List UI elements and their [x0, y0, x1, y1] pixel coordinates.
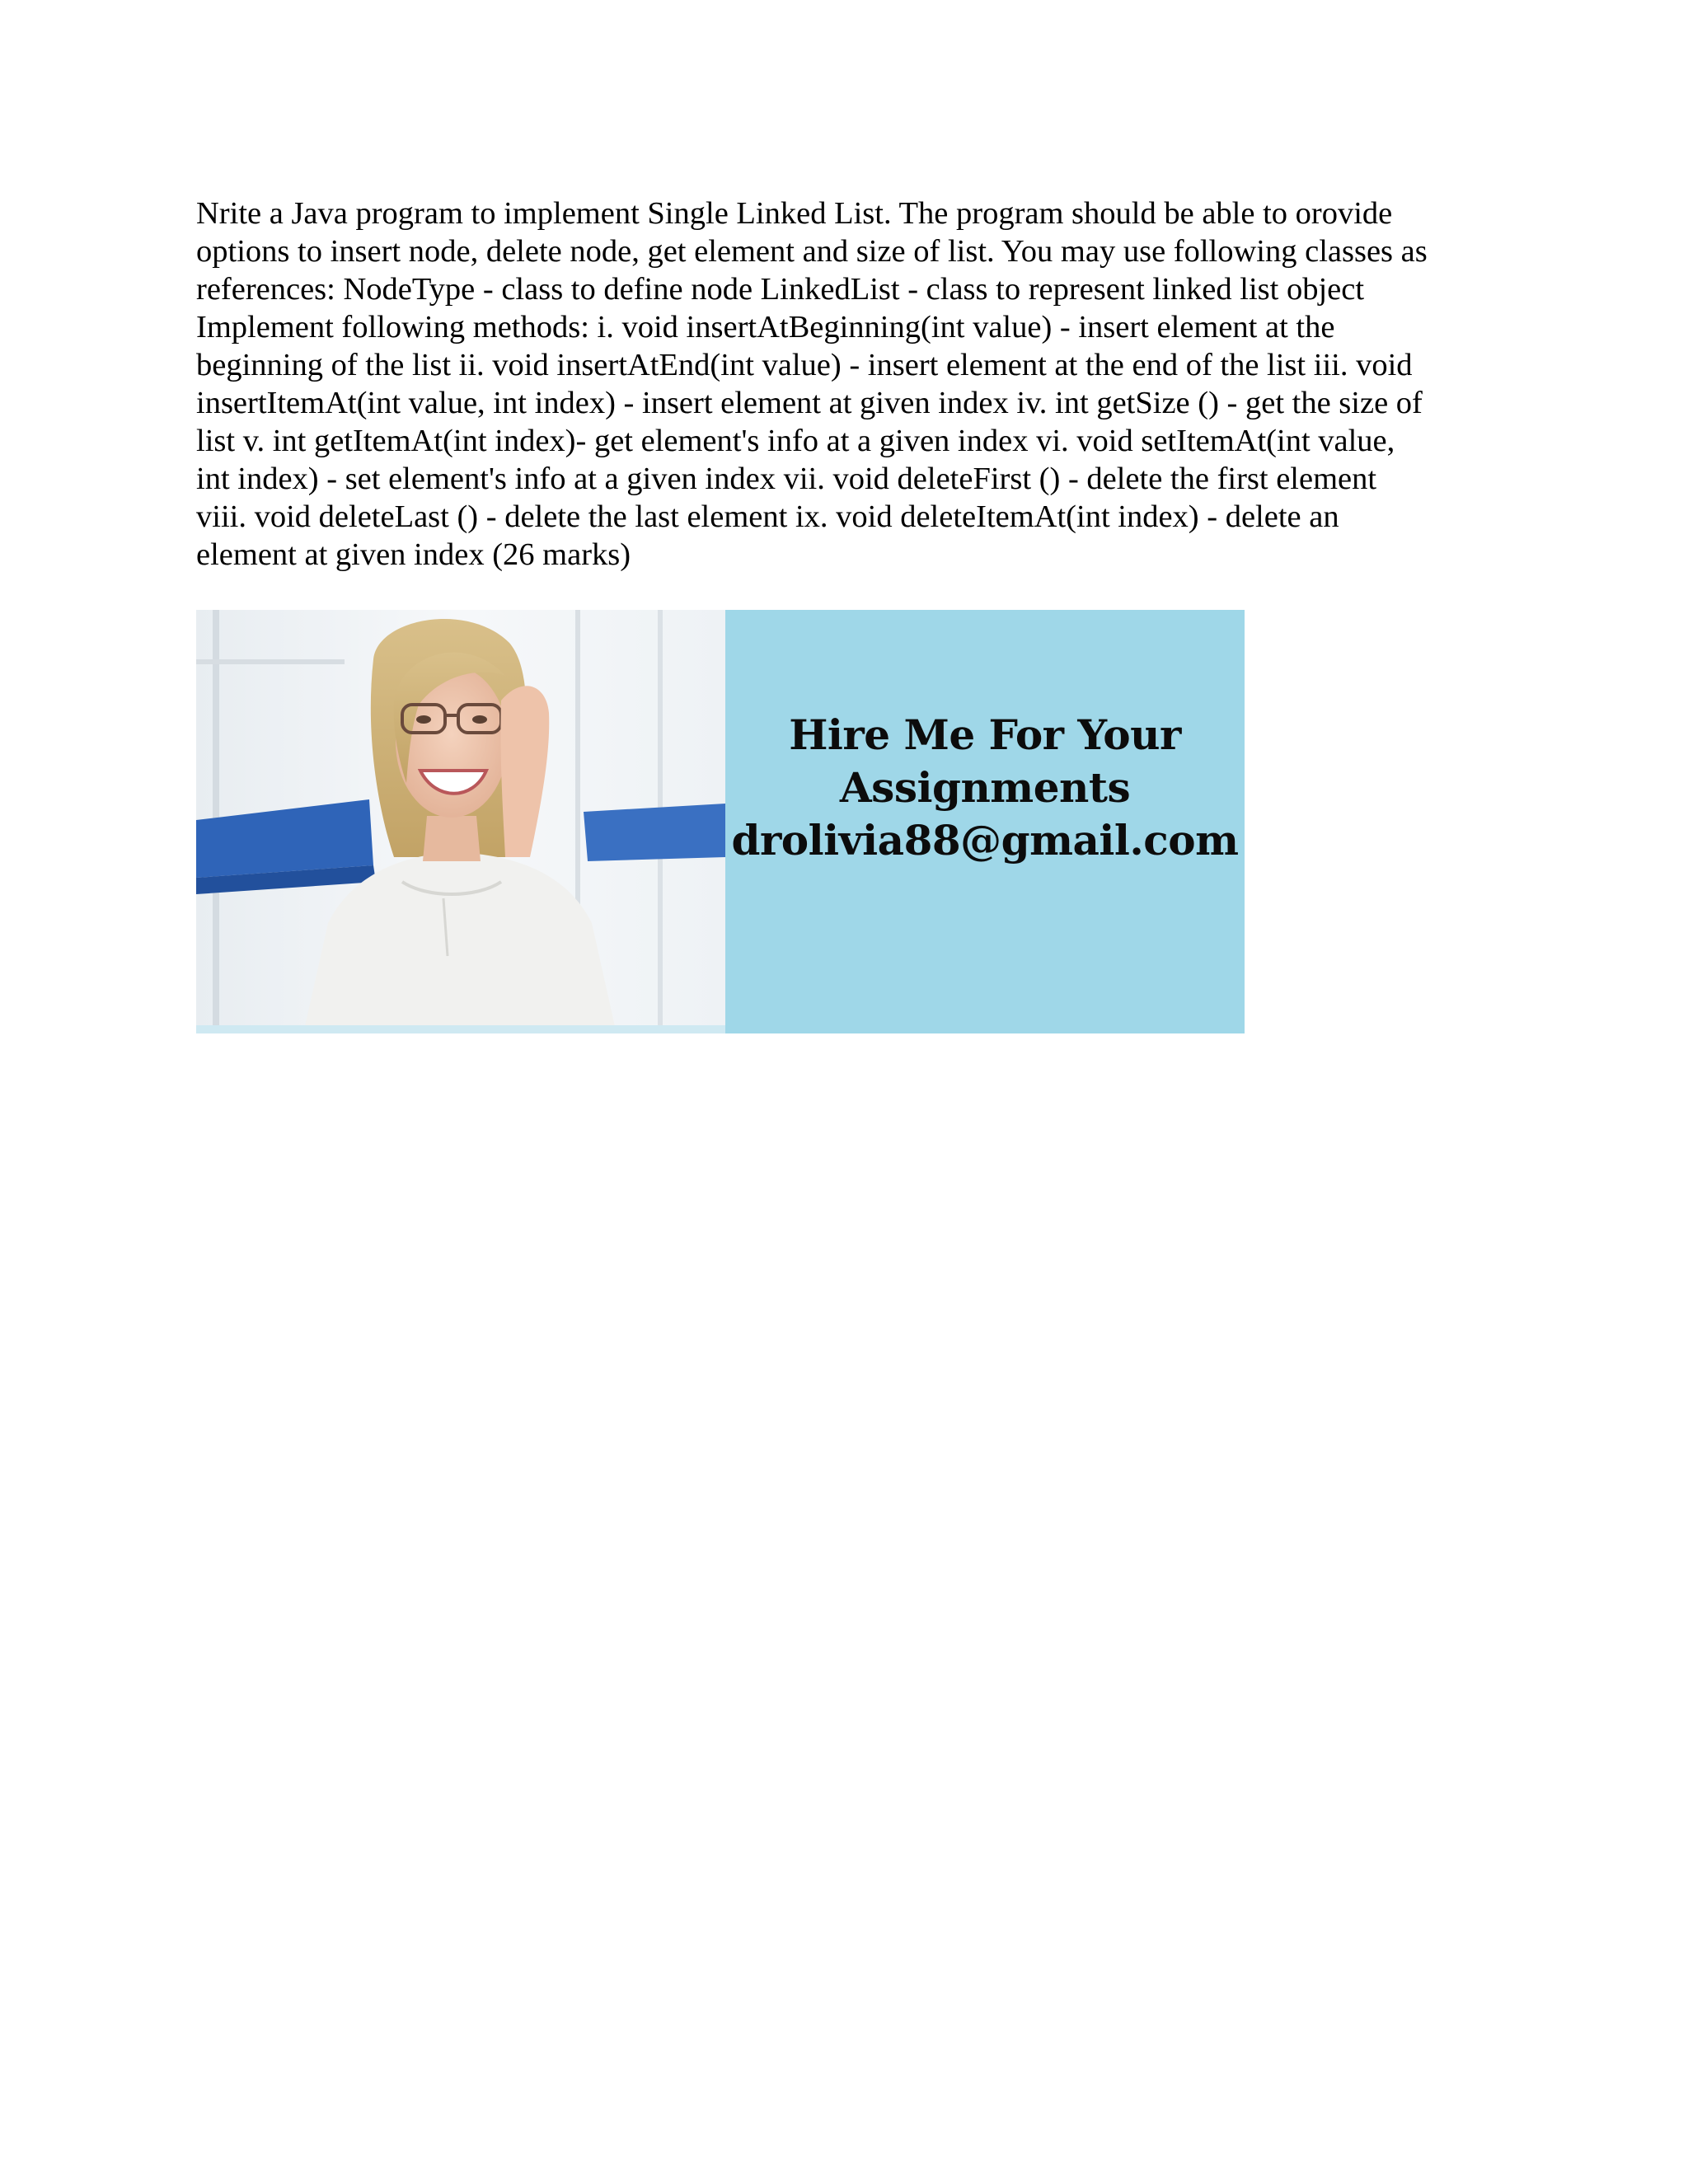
banner-email: drolivia88@gmail.com	[731, 816, 1239, 865]
advertisement-banner	[196, 610, 1245, 1033]
question-line: Implement following methods: i. void insertAtBeginning(int value) - insert element at the	[196, 310, 1335, 344]
question-text	[196, 194, 1498, 574]
question-line: references: NodeType - class to define node LinkedList - class to represent linked list object	[196, 272, 1365, 307]
banner-line-assignments: Assignments	[839, 763, 1131, 812]
question-line: element at given index (26 marks)	[196, 537, 631, 572]
question-line: beginning of the list ii. void insertAtEnd(int value) - insert element at the end of the list iii. void	[196, 348, 1413, 382]
question-line: list v. int getItemAt(int index)- get element's info at a given index vi. void setItemAt(int value,	[196, 424, 1395, 458]
question-line: insertItemAt(int value, int index) - insert element at given index iv. int getSize () - get the size of	[196, 386, 1423, 420]
woman-photo	[196, 610, 725, 1033]
banner-message	[725, 709, 1245, 867]
question-line: Nrite a Java program to implement Single Linked List. The program should be able to orovide	[196, 196, 1393, 231]
question-line: viii. void deleteLast () - delete the last element ix. void deleteItemAt(int index) - delete an	[196, 499, 1339, 534]
question-line: int index) - set element's info at a given index vii. void deleteFirst () - delete the first element	[196, 462, 1377, 496]
banner-line-hire: Hire Me For Your	[789, 710, 1181, 759]
banner-text-panel	[725, 610, 1245, 1033]
question-line: options to insert node, delete node, get element and size of list. You may use following classes as	[196, 234, 1428, 269]
